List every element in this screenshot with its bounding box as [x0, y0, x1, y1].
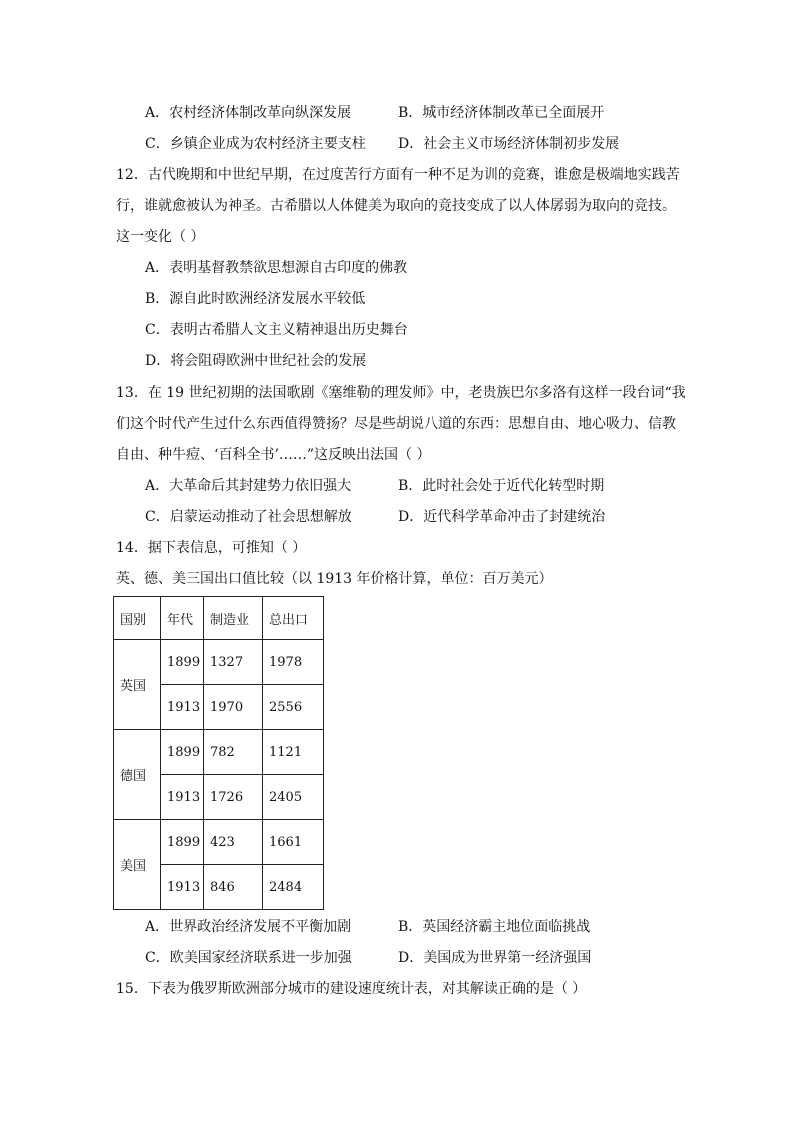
q12-option-b: B．源自此时欧洲经济发展水平较低 — [145, 291, 366, 307]
q12-option-d: D．将会阻碍欧洲中世纪社会的发展 — [145, 353, 367, 369]
table-row — [114, 820, 324, 865]
q14-option-a: A．世界政治经济发展不平衡加剧 — [145, 919, 352, 935]
manufacturing-cell: 846 — [204, 865, 263, 910]
q12-stem-line-3: 这一变化（ ） — [116, 229, 205, 245]
q13-option-a: A．大革命后其封建势力依旧强大 — [145, 478, 352, 494]
total-exports-cell: 2484 — [263, 865, 324, 910]
q12-stem-line-2: 行，谁就愈被认为神圣。古希腊以人体健美为取向的竞技变成了以人体孱弱为取向的竞技。 — [116, 198, 676, 214]
q11-option-c: C．乡镇企业成为农村经济主要支柱 — [145, 136, 366, 152]
table-caption: 英、德、美三国出口值比较（以 1913 年价格计算，单位：百万美元） — [116, 571, 553, 587]
q13-option-d: D．近代科学革命冲击了封建统治 — [398, 509, 606, 525]
q14-option-d: D．美国成为世界第一经济强国 — [398, 950, 592, 966]
manufacturing-cell: 1970 — [204, 685, 263, 730]
q11-option-a: A．农村经济体制改革向纵深发展 — [145, 105, 352, 121]
q12-option-a: A．表明基督教禁欲思想源自古印度的佛教 — [145, 260, 408, 276]
year-cell: 1913 — [161, 865, 204, 910]
q14-option-c: C．欧美国家经济联系进一步加强 — [145, 950, 352, 966]
header-year: 年代 — [161, 597, 204, 640]
country-cell: 英国 — [114, 640, 161, 730]
year-cell: 1899 — [161, 820, 204, 865]
q11-option-d: D．社会主义市场经济体制初步发展 — [398, 136, 620, 152]
export-comparison-table — [113, 596, 324, 910]
total-exports-cell: 1121 — [263, 730, 324, 775]
header-country: 国别 — [114, 597, 161, 640]
year-cell: 1899 — [161, 730, 204, 775]
country-cell: 美国 — [114, 820, 161, 910]
total-exports-cell: 1661 — [263, 820, 324, 865]
manufacturing-cell: 1327 — [204, 640, 263, 685]
total-exports-cell: 2556 — [263, 685, 324, 730]
total-exports-cell: 1978 — [263, 640, 324, 685]
q13-option-b: B．此时社会处于近代化转型时期 — [398, 478, 605, 494]
table-row — [114, 640, 324, 685]
q12-option-c: C．表明古希腊人文主义精神退出历史舞台 — [145, 322, 408, 338]
manufacturing-cell: 1726 — [204, 775, 263, 820]
table-row — [114, 730, 324, 775]
country-cell: 德国 — [114, 730, 161, 820]
header-total-exports: 总出口 — [263, 597, 324, 640]
q13-option-c: C．启蒙运动推动了社会思想解放 — [145, 509, 352, 525]
table-header-row — [114, 597, 324, 640]
q14-stem: 14．据下表信息，可推知（ ） — [116, 540, 307, 556]
q13-stem-line-2: 们这个时代产生过什么东西值得赞扬？尽是些胡说八道的东西：思想自由、地心吸力、信教 — [116, 416, 676, 432]
year-cell: 1899 — [161, 640, 204, 685]
q14-option-b: B．英国经济霸主地位面临挑战 — [398, 919, 591, 935]
q15-stem: 15．下表为俄罗斯欧洲部分城市的建设速度统计表，对其解读正确的是（ ） — [116, 981, 587, 997]
year-cell: 1913 — [161, 775, 204, 820]
manufacturing-cell: 782 — [204, 730, 263, 775]
total-exports-cell: 2405 — [263, 775, 324, 820]
q13-stem-line-1: 13．在 19 世纪初期的法国歌剧《塞维勒的理发师》中，老贵族巴尔多洛有这样一段台词“我 — [116, 385, 686, 401]
year-cell: 1913 — [161, 685, 204, 730]
q11-option-b: B．城市经济体制改革已全面展开 — [398, 105, 605, 121]
manufacturing-cell: 423 — [204, 820, 263, 865]
header-manufacturing: 制造业 — [204, 597, 263, 640]
q13-stem-line-3: 自由、种牛痘、‘百科全书’……”这反映出法国（ ） — [116, 447, 431, 463]
q12-stem-line-1: 12．古代晚期和中世纪早期，在过度苦行方面有一种不足为训的竞赛，谁愈是极端地实践苦 — [116, 167, 680, 183]
